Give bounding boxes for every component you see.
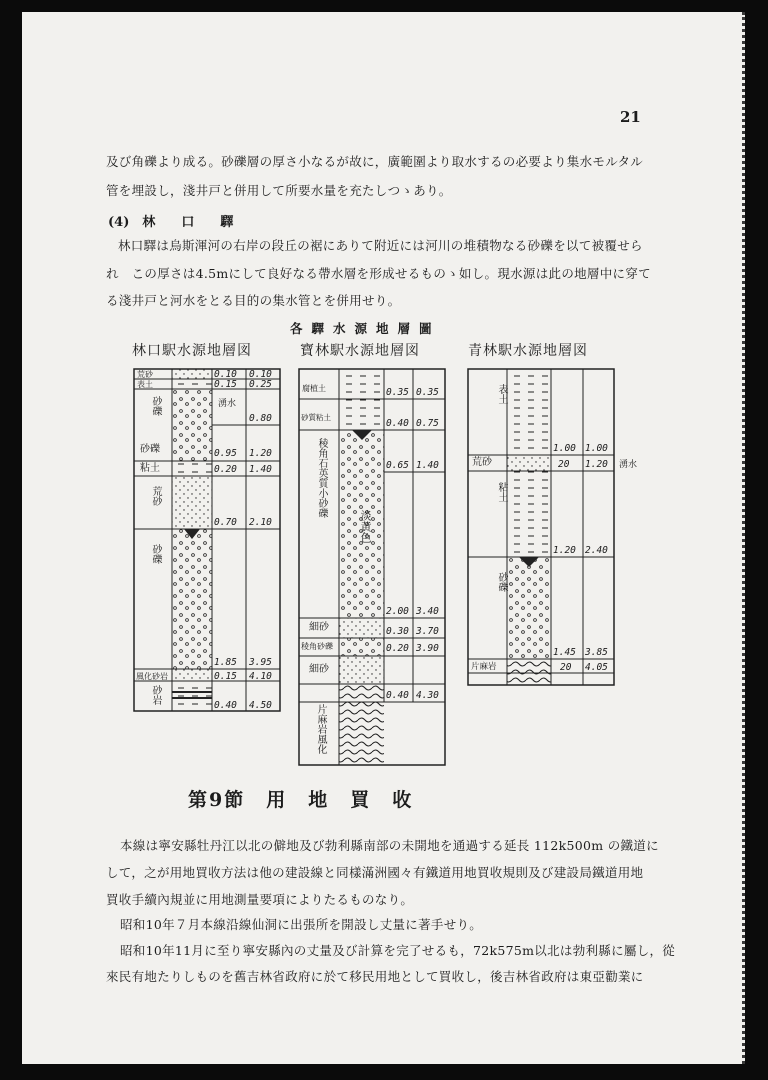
linkou-layer-7-thickness: 1.85 <box>214 657 237 668</box>
baolin-layer-5-thickness: 0.30 <box>386 626 409 637</box>
qinglin-layer-2-depth: 1.20 <box>585 459 608 470</box>
baolin-layer-4-depth: 3.40 <box>416 606 439 617</box>
qinglin-layer-4-depth: 3.85 <box>585 647 608 658</box>
linkou-layer-3-note: 湧水 <box>218 399 237 409</box>
diagram-title: 各驛水源地層圖 <box>290 321 441 336</box>
section-heading: 第9節 用 地 買 收 <box>188 789 414 811</box>
baolin-layer-1-thickness: 0.35 <box>386 387 409 398</box>
baolin-column-title: 寶林駅水源地層図 <box>300 343 420 359</box>
linkou-layer-2-thickness: 0.15 <box>214 379 237 390</box>
qinglin-layer-5-thickness: 20 <box>560 662 572 673</box>
baolin-layer-3-depth: 1.40 <box>416 460 439 471</box>
page-number: 21 <box>620 108 641 126</box>
baolin-layer-2-thickness: 0.40 <box>386 418 409 429</box>
baolin-layer-3-name: 稜角石英質小砂礫 <box>316 438 327 518</box>
qinglin-layer-2-note: 湧水 <box>619 460 638 470</box>
linkou-layer-5-thickness: 0.20 <box>214 464 237 475</box>
linkou-layer-4-name: 砂礫 <box>140 444 160 455</box>
baolin-layer-3-note: 淡黄色 <box>359 510 372 543</box>
qinglin-column <box>468 369 614 685</box>
linkou-layer-9-depth: 4.50 <box>249 700 272 711</box>
linkou-layer-5-name: 粘土 <box>140 463 160 474</box>
linkou-layer-8-name: 風化砂岩 <box>136 672 168 681</box>
qinglin-layer-3-depth: 2.40 <box>585 545 608 556</box>
qinglin-layer-1-thickness: 1.00 <box>553 443 576 454</box>
linkou-layer-6-thickness: 0.70 <box>214 517 237 528</box>
paragraph-2-line-1: 林口驛は烏斯渾河の右岸の段丘の裾にありて附近には河川の堆積物なる砂礫を以て被覆せら <box>118 238 643 253</box>
paragraph-5-line-2: 來民有地たりしものを舊吉林省政府に於て移民用地として買收し，後吉林省政府は東亞勸業に <box>106 969 644 984</box>
qinglin-layer-4-thickness: 1.45 <box>553 647 576 658</box>
document-page <box>22 12 745 1064</box>
subsection-heading: (4) 林 口 驛 <box>108 215 234 230</box>
paragraph-5-line-1: 昭和10年11月に至り寧安縣內の丈量及び計算を完了せるも，72k575m以北は勃利縣に屬し，從 <box>120 943 676 958</box>
baolin-layer-6-name: 稜角砂礫 <box>301 642 333 651</box>
linkou-layer-6-depth: 2.10 <box>249 517 272 528</box>
baolin-layer-4-thickness: 2.00 <box>386 606 409 617</box>
linkou-layer-7-name: 砂礫 <box>150 544 161 564</box>
paragraph-2-line-2: れ この厚さは4.5mにして良好なる帶水層を形成せるものゝ如し。現水源は此の地層中に穿て <box>106 266 651 281</box>
linkou-layer-4-thickness: 0.95 <box>214 448 237 459</box>
linkou-layer-1-name: 荒砂 <box>137 370 153 379</box>
qinglin-layer-4-name: 砂礫 <box>496 572 507 592</box>
paragraph-2-line-3: る淺井戸と河水をとる目的の集水管とを併用せり。 <box>106 293 401 308</box>
linkou-layer-1-depth: 0.10 <box>249 369 272 380</box>
baolin-layer-7-depth: 4.30 <box>416 690 439 701</box>
linkou-layer-2-depth: 0.25 <box>249 379 272 390</box>
linkou-layer-4-depth: 1.20 <box>249 448 272 459</box>
baolin-layer-2-depth: 0.75 <box>416 418 439 429</box>
qinglin-layer-5-name: 片麻岩 <box>471 662 497 672</box>
linkou-layer-8-depth: 4.10 <box>249 671 272 682</box>
linkou-layer-3-depth: 0.80 <box>249 413 272 424</box>
geologic-columns-diagram <box>22 12 742 772</box>
qinglin-layer-2-name: 荒砂 <box>472 457 492 468</box>
baolin-layer-6-depth: 3.90 <box>416 643 439 654</box>
baolin-layer-3-thickness: 0.65 <box>386 460 409 471</box>
paragraph-1-line-1: 及び角礫より成る。砂礫層の厚さ小なるが故に，廣範圍より取水するの必要より集水モルタル <box>106 154 644 169</box>
linkou-layer-3-name: 砂礫 <box>150 396 161 416</box>
paragraph-3-line-2: して，之が用地買收方法は他の建設線と同樣滿洲國々有鐵道用地買收規則及び建設局鐵道用地 <box>106 865 644 880</box>
linkou-column-title: 林口駅水源地層図 <box>132 343 252 359</box>
linkou-layer-7-depth: 3.95 <box>249 657 272 668</box>
baolin-layer-5-depth: 3.70 <box>416 626 439 637</box>
baolin-layer-6-thickness: 0.20 <box>386 643 409 654</box>
baolin-layer-2-name: 砂質粘土 <box>301 413 331 422</box>
linkou-layer-9-name: 砂岩 <box>150 685 161 705</box>
qinglin-layer-5-depth: 4.05 <box>585 662 608 673</box>
qinglin-layer-1-depth: 1.00 <box>585 443 608 454</box>
linkou-layer-9-thickness: 0.40 <box>214 700 237 711</box>
qinglin-layer-3-name: 粘土 <box>496 482 507 502</box>
paragraph-1-line-2: 管を埋設し，淺井戸と併用して所要水量を充たしつゝあり。 <box>106 183 452 198</box>
qinglin-layer-1-name: 表土 <box>496 384 507 404</box>
linkou-layer-2-name: 表土 <box>137 380 153 389</box>
baolin-layer-7-thickness: 0.40 <box>386 690 409 701</box>
qinglin-layer-3-thickness: 1.20 <box>553 545 576 556</box>
paragraph-3-line-1: 本線は寧安縣牡丹江以北の僻地及び勃利縣南部の未開地を通過する延長 112k500m の鐵道に <box>120 838 659 853</box>
baolin-layer-1-name: 腐植土 <box>302 384 326 393</box>
baolin-layer-5-name: 細砂 <box>309 622 329 633</box>
baolin-layer-8-name: 片麻岩風化 <box>315 704 326 754</box>
baolin-layer-7-name: 細砂 <box>309 664 329 675</box>
linkou-layer-8-thickness: 0.15 <box>214 671 237 682</box>
qinglin-column-title: 青林駅水源地層図 <box>468 343 588 359</box>
linkou-layer-1-thickness: 0.10 <box>214 369 237 380</box>
paragraph-3-line-3: 買收手續內規並に用地測量要項によりたるものなり。 <box>106 892 414 907</box>
baolin-layer-1-depth: 0.35 <box>416 387 439 398</box>
paragraph-4-line-1: 昭和10年７月本線沿線仙洞に出張所を開設し丈量に著手せり。 <box>120 917 483 932</box>
linkou-layer-6-name: 荒砂 <box>150 486 161 506</box>
qinglin-layer-2-thickness: 20 <box>558 459 570 470</box>
linkou-layer-5-depth: 1.40 <box>249 464 272 475</box>
